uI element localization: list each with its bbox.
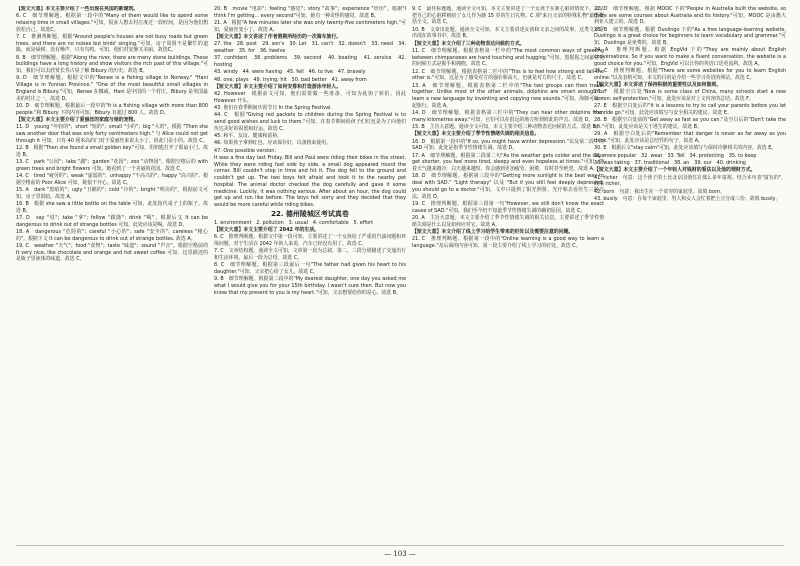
column-2 (214, 6, 406, 538)
paragraph: 20. B movie "电影"；feeling "感觉"；story "故事"；experience "经历"。根据"I think I'm getting... every second"可知，她有一种奇怪的感觉。故选 B。 (214, 6, 406, 19)
paragraph: 19. C 推理判断题。根据第三段第一句"However, we still don't know the exact cause of SAD."可知，我们至今仍不知道季节性情绪失调的确切原因。故选 C。 (412, 200, 604, 214)
paragraph: 14. C tired "疲劳的"；weak "虚弱的"；unhappy "不高兴的"；happy "高兴的"。根据空格前的 Poor Alice 可知，她很不开心。故选 C。 (16, 172, 208, 186)
paragraph: 【短文大意】本文主要介绍了一些出现在英国的新建筑。 (16, 6, 139, 12)
paragraph: 12. B 根据"Then she found a small golden key."可知，用钥匙打开了那扇小门。故选 B。 (16, 144, 208, 158)
paragraph: 19. C weather "天气"；food "食物"；taste "味道"；sound "声音"。根据空格前的 It very nice, like chocolate and orange and hot sweet coffee 可知，这里描述的是瓶子里液体的味道。故选 C。 (16, 242, 208, 263)
paragraph: 18. A dangerous "危险的"；careful "小心的"；safe "安全的"；careless "粗心的"。根据下文 It can be dangerous to drink out of strange bottles. 故选 A。 (16, 228, 208, 242)
paragraph: 【短文大意】本文讲述了保持积极的重要性以及如何做到。 (594, 82, 722, 89)
paragraph: 16. D 根据第一段中的"If so, you might have winter depression."以及第二段中的 SAD 可知，此处是指季节性情绪失调。故选 D。 (412, 138, 604, 152)
paragraph: 【短文大意】本文介绍了三种动物表达问候的方式。 (412, 40, 525, 47)
paragraph: 47. One possible version： (214, 147, 280, 154)
paragraph: 8. C 细节理解题。根据第三段最后一句"The father had given his heart to his daughter."可知，父亲把心给了女儿。故选 C。 (214, 262, 406, 276)
paragraph: 28. B 根据空白处前的"Get away as fast as you can."及空白后的"Don't take the lift."可知，此处应该是关于逃生的建议。故选 B。 (594, 117, 786, 131)
paragraph: 37. confident 38. problems 39. second 40. boating 41. service 42. hosting (214, 55, 406, 68)
paragraph: 23. B 细节理解题。根据 Duolingo 下的"As a free language-learning website, Duolingo is a great choice for beginners to learn vocabulary and grammar."可知，Duolingo 是免费的。故选 B。 (594, 26, 786, 47)
paragraph: 11. D young "年轻的"；short "短的"；small "小的"；big "大的"。根据 "Then she saw another door that was only forty centimeters high." 与 Alice could not get through it 可知，只有 40 厘米高的门对于爱丽丝来说太小了，因此门是小的。故选 C。 (16, 124, 208, 144)
paragraph: 43. windy 44. were having 45. fell 46. to live 47. bravely (214, 69, 366, 76)
paragraph: 13. A 细节理解题。根据表格第二栏中的"The two groups can then travel together. Unlike most of the other animals, dolphins are smart enough to learn a new language by inventing and copying new sounds."可知，海豚可以一起旅行。故选 A。 (412, 82, 604, 109)
page-number: — 103 — (384, 550, 416, 558)
paragraph: 29. A 根据空白处后的"Remember that danger is never as far away as you think."可知，此处应该是总结性的句子。故选 A。 (594, 131, 786, 145)
paragraph: 12. C 细节理解题。根据表格第二栏中的"This is to feel how strong and tall the other is."可知，这是为了感受对方的强壮和高大，也就是对方的尺寸。故选 C。 (412, 68, 604, 82)
paragraph: 48. one; plays 49. trying; hit 50. bad better 41. away from (214, 76, 367, 83)
paragraph: 27. E 根据空白处后的"It is a lessons to try to call your parents before you let the ride go."可知，此处应该填写与安全相关的建议。故选 E。 (594, 103, 786, 117)
paragraph: 【短文大意】本文主要介绍了 2042 年的生活。 (214, 227, 320, 234)
paragraph: 7. C 文章结构题。通读全文可知，文章第一段为总叙，第二、三段分别描述了交通出行和生活环境，最后一段为总结。故选 C。 (214, 248, 406, 262)
paragraph: 【短文大意】本文主要介绍了一个年轻人对钱财的看法以及他的理财方式。 (594, 167, 756, 174)
paragraph: 6. C 推理判断题。根据文中第一段可知，主要讲述了一个女孩给了严重的汽油问题和环境问题，对于生活在 2042 年的人来说，汽车已经没有用了。故选 C。 (214, 234, 406, 248)
paragraph: 10. B 文章出处题。通读全文可知，本文主要讲述女孩和父亲之间的故事，这类文章常出现在故事书中。故选 B。 (412, 26, 604, 40)
paragraph: 10. D 细节理解题。根据最后一段中的"It is a fishing village with more than 800 people."和 Bibury 下的内容可知，Bibury 有超过 800 人。故选 D。 (16, 102, 208, 116)
paragraph: 9. D 细节理解题。根据文中的"Renee is a fishing village in Norway." "Hani Village is in Yunnan Province." "One of the most beautiful small villages in England is Bibury."可知，Renee 在挪威，Hani 是中国的一个村庄。Bibury 是英国最美的村庄之一。故选 D。 (16, 75, 208, 102)
paragraph: 【短文大意】本文介绍了线上学习给学生带来的好处以及需要注意的问题。 (412, 228, 574, 235)
paragraph: 【短文大意】本文讲述了作者假期所经历的一次骑车旅行。 (214, 34, 342, 40)
paragraph: 43. busily 句意：在每个家庭里，男人和女人会忙着把土豆分成三份。故填 busily。 (594, 195, 781, 202)
paragraph: 【短文大意】本文主要介绍了如何安排和打造游泳年轻人。 (214, 83, 342, 90)
paragraph: 9. C 最佳标题题。通读全文可知，本文主要讲述了一个女孩子在新心脏的情况下，父亲把自己的心脏移植给了女儿作为她 15 岁的生日礼物。C 项"来自父亲的特殊礼物"最能概括全文。故选 C。 (412, 6, 604, 26)
paragraph: 21. A 根据"A few minutes later she was only twenty-five centimeters high."可知，爱丽丝变小了。故选 A。 (214, 20, 406, 33)
paragraph: 42. born 句意：我出生在一个贫穷的家庭里。故填 born。 (594, 188, 725, 195)
paragraph: 15. B 主旨大意题。通读全文可知，本文主要介绍三种动物表达问候的方式。故选 B。 (412, 124, 601, 131)
paragraph: 41. richer 句意：这个孩子的土比北京国他住在那么多年富裕。结合本句表"富有的"，故填 richer。 (594, 174, 786, 188)
paragraph: 6. C 细节理解题。根据第一段中的"Many of them would like to spend some relaxing time in small villages."可知，很多人想去村庄度过一段时间，是因为他们想放松自己。故选C。 (16, 13, 208, 33)
paragraph: 【短文大意】本文主要介绍了爱丽丝的家庭与她的宠物。 (16, 116, 139, 123)
paragraph: 46. 如果孩子拿到红包，应该保存好，以备将来使用。 (214, 140, 331, 147)
paragraph: 24. A 推理判断题。根据 EngVid 下的"They are mainly about English conversations. So if you want to make a fluent conversation, the website is a good choice for you."可知，EngVid 可以让你的英语口语更流利。故选 A。 (594, 47, 786, 67)
column-1 (16, 6, 208, 538)
paragraph: 45. 和平、友谊、健康和富裕。 (214, 133, 283, 140)
paragraph: 30. E 根据后文"stay calm"可知，此处应该填写与保持冷静相关的内容。故选 E。 (594, 145, 777, 152)
paragraph: 36. was taking 37. traditional 38. an 39. our 40. drinking (594, 160, 746, 166)
paragraph: 22. D 细节理解题。根据 MOOC 下的"People in Australia built the website, so there are some courses about Australia and its history."可知，MOOC 是由澳大利亚人建立的。故选 D。 (594, 6, 786, 26)
paragraph: 25. C 推理判断题。根据"There are some websites for you to learn English online."以及表格可知，本文的目的是介绍一些学习英语的网站。故选 C。 (594, 68, 786, 81)
column-3 (412, 6, 604, 538)
paragraph: 11. C 细节理解题。根据表格第一栏中的"The most common ways of greeting between chimpanzees are hand touching and hugging."可知，黑猩猩之间最常见的问候方式是握手和拥抱。故选 C。 (412, 48, 604, 68)
paragraph: 13. C park "公园"；lake "湖"；garden "花园"；zoo "动物园"。根据空格后的 with green trees and bright flowers 可知，她看到了一个美丽的花园。故选 C。 (16, 158, 208, 172)
paragraph: 44. C 根据"Giving red packets to children during the Spring Festival is to send good wishes and luck to them."可知，在春节期间给孩子们红包是为了向他们传达美好的祝愿和好运。故选 C。 (214, 112, 406, 132)
paragraph: 1. environment 2. pollution 3. usual 4. comfortable 5. effort (214, 219, 374, 226)
section-title: 22. 德州陵城区考试真卷 (271, 210, 349, 219)
paragraph: 27. the 28. post 29. son's 30. Let 31. can't 32. doesn't 33. need 34. weather 35. for 36. twelve (214, 41, 406, 54)
paragraph: 7. C 推测判断题。根据"Around people's houses are not busy roads but green trees, and there are no noises but birds' singing."可知，房子周围不是繁忙的道路，而是绿树，没有噪声，只有鸟鸣。可知，他们对安静又美丽。故选C。 (16, 34, 208, 54)
paragraph: 31. more popular 32. wear 33. Tell 34. protecting 35. to keep (594, 152, 757, 159)
paragraph: 43. 他们在春季期间庆祝节日 In the Spring Festival. (214, 105, 332, 112)
column-4 (594, 6, 786, 538)
paragraph: 18. D 细节理解题。根据第三段中的"Getting more sunlight is the best way to deal with SAD." "Light therapy" 以及 "But if you still feel deeply depressed, you should go to a doctor."可知，文中只提到了阳光照射、光疗和去看医生三种方法。故选 D。 (412, 173, 604, 200)
paragraph: 20. A 主旨大意题。本文主要介绍了季节性情绪失调的相关信息。主要讲述了季节性情绪失调是什么以及如何应对它。故选 A。 (412, 214, 604, 228)
paragraph: 8. B 细节理解题。根据"Along the river, there are many stone buildings. These buildings have a long history and show visitors the rich past of this village."可知，我们可以去欣赏长寿古屋了解 Bibury 的历史。故选 B。 (16, 54, 208, 75)
paragraph: 26. F 根据空白处"Now is some class of China, many schools start a new lesson: self-protection."可知，此处应该是对上文内容的总结。故选 F。 (594, 89, 786, 103)
paragraph: 9. B 细节理解题。根据第三段中的"My dearest daughter, one day you asked me what I would give you for your 15th birthday. I wasn't sure then. But now you know that my present to you is my heart."可知，父亲想要给你的是心。故选 B。 (214, 276, 406, 296)
paragraph: 21. C 推理判断题。根据第一段中的"Online learning is a good way to learn a language."及后面的内容可知，第一段主要介绍了线上学习的好处。故选 C。 (412, 236, 604, 249)
paragraph: 【短文大意】本文主要介绍了季节性情绪失调的相关信息。 (412, 131, 540, 138)
paragraph: 16. B 根据 she saw a little bottle on the table 可知，此处指代桌子上的瓶子。故选 B。 (16, 200, 208, 214)
paragraph: 17. A 细节理解题。根据第二段第二句"As the weather gets colder and the days get shorter, you feel more tired, sleepy and even hopeless at times."可知，随着天气越来越冷，白天越来越短，你会感到更加疲劳、困倦，有时甚至绝望。故选 A。 (412, 152, 604, 173)
footer-rule (16, 545, 784, 546)
paragraph: 17. D say "说"；take "拿"；follow "跟随"；drink "喝"。根据后文 It can be dangerous to drink out of strange bottles 可知，此处应该是喝。故选 D。 (16, 214, 208, 228)
paragraph: 14. D 细节理解题。根据表格第三栏中的"They can hear other dolphins from many kilometres away."可知，它们可以在很远的地方听到彼此的声音。故选 D。 (412, 110, 604, 123)
paragraph: It was a fine day last Friday. Bill and Paul were riding their bikes in the street. While they were riding fast side by side, a small dog appeared round the corner. Bill couldn't stop in time and hit it. The dog fell to the ground and couldn't get up. The two boys felt afraid and took it to the nearby pet hospital. The animal doctor checked the dog carefully and gave it some medicine. Luckily, it was nothing serious. After about an hour, the dog could get up and run like before. The boys felt sorry and they decided that they would be more careful while riding bikes. (214, 155, 406, 208)
paragraph: 15. A dark "黑暗的"；ugly "丑陋的"；cold "冷的"；bright "明亮的"。根据前文可知，房子里很暗。故选 A。 (16, 186, 208, 200)
paragraph: 42. However 根据前文可知，他们需要做一些准备，可知为此加了转折。因此 However 开头。 (214, 91, 406, 104)
